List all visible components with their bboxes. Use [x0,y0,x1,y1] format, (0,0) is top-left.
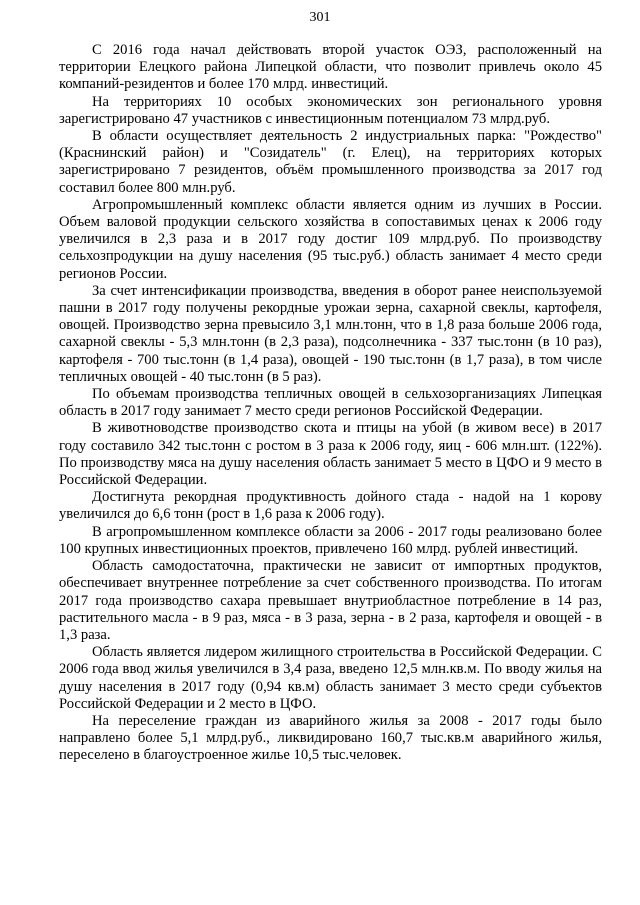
paragraph: В животноводстве производство скота и птицы на убой (в живом весе) в 2017 году составило 342 тыс.тонн с ростом в 3 раза к 2006 году, яиц - 606 млн.шт. (122%). По производству мяса на душу населения область занимает 5 место в ЦФО и 9 место в Российской Федерации. [59,420,602,489]
paragraph: За счет интенсификации производства, введения в оборот ранее неиспользуемой пашни в 2017 году получены рекордные урожаи зерна, сахарной свеклы, картофеля, овощей. Производство зерна превысило 3,1 млн.тонн, что в 1,8 раза больше 2006 года, сахарной свеклы - 5,3 млн.тонн (в 2,3 раза), подсолнечника - 337 тыс.тонн (в 10 раз), картофеля - 700 тыс.тонн (в 1,4 раза), овощей - 190 тыс.тонн (в 1,7 раза), в том числе тепличных овощей - 40 тыс.тонн (в 5 раз). [59,282,602,385]
paragraph: На территориях 10 особых экономических зон регионального уровня зарегистрировано 47 участников с инвестиционным потенциалом 73 млрд.руб. [59,93,602,127]
paragraph: В агропромышленном комплексе области за 2006 - 2017 годы реализовано более 100 крупных инвестиционных проектов, привлечено 160 млрд. рублей инвестиций. [59,523,602,557]
paragraph: Агропромышленный комплекс области является одним из лучших в России. Объем валовой продукции сельского хозяйства в сопоставимых ценах к 2006 году увеличился в 2,3 раза и в 2017 году достиг 109 млрд.руб. По производству сельхозпродукции на душу населения (95 тыс.руб.) область занимает 4 место среди регионов России. [59,196,602,282]
page-number: 301 [309,10,331,25]
paragraph: С 2016 года начал действовать второй участок ОЭЗ, расположенный на территории Елецкого района Липецкой области, что позволит привлечь около 45 компаний-резидентов и более 170 млрд. инвестиций. [59,42,602,93]
document-body [59,42,602,765]
paragraph: Достигнута рекордная продуктивность дойного стада - надой на 1 корову увеличился до 6,6 тонн (рост в 1,6 раза к 2006 году). [59,489,602,523]
paragraph: На переселение граждан из аварийного жилья за 2008 - 2017 годы было направлено более 5,1 млрд.руб., ликвидировано 160,7 тыс.кв.м аварийного жилья, переселено в благоустроенное жилье 10,5 тыс.человек. [59,712,602,764]
paragraph: Область самодостаточна, практически не зависит от импортных продуктов, обеспечивает внутреннее потребление за счет собственного производства. По итогам 2017 года производство сахара превышает внутриобластное потребление в 14 раз, растительного масла - в 9 раз, мяса - в 3 раза, зерна - в 2 раза, картофеля и овощей - в 1,3 раза. [59,558,602,643]
paragraph: Область является лидером жилищного строительства в Российской Федерации. С 2006 года ввод жилья увеличился в 3,4 раза, введено 12,5 млн.кв.м. По вводу жилья на душу населения в 2017 году (0,94 кв.м) область занимает 3 место среди субъектов Российской Федерации и 2 место в ЦФО. [59,644,602,712]
paragraph: По объемам производства тепличных овощей в сельхозорганизациях Липецкая область в 2017 году занимает 7 место среди регионов Российской Федерации. [59,386,602,420]
paragraph: В области осуществляет деятельность 2 индустриальных парка: "Рождество" (Краснинский район) и "Созидатель" (г. Елец), на территориях которых зарегистрировано 7 резидентов, объём промышленного производства за 2017 год составил более 800 млн.руб. [59,128,602,196]
